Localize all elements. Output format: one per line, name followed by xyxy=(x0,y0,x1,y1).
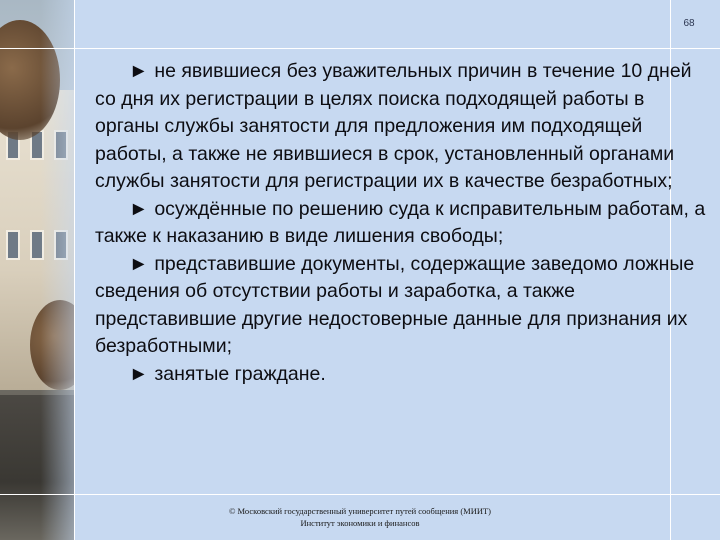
bullet-marker: ► xyxy=(129,252,149,275)
bullet-paragraph xyxy=(95,361,707,389)
paragraph-text: не явившиеся без уважительных причин в течение 10 дней со дня их регистрации в целях поиска подходящей работы в органы службы занятости для предложения им подходящей работы, а также не явившиеся в срок, установленный органами службы занятости для регистрации их в качестве безработных; xyxy=(95,60,692,192)
footer-copyright: © Московский государственный университет путей сообщения (МИИТ) xyxy=(228,506,492,516)
page-number: 68 xyxy=(683,18,695,29)
bullet-paragraph xyxy=(95,251,707,361)
bullet-marker: ► xyxy=(129,362,149,385)
paragraph-text: осуждённые по решению суда к исправительным работам, а также к наказанию в виде лишения свободы; xyxy=(95,197,706,247)
bullet-marker: ► xyxy=(129,197,149,220)
footer xyxy=(190,505,530,529)
bullet-paragraph xyxy=(95,58,707,196)
divider-line xyxy=(0,494,720,495)
footer-institute: Институт экономики и финансов xyxy=(300,518,420,528)
building-photo xyxy=(0,0,74,540)
photo-fade xyxy=(0,0,74,540)
slide-content xyxy=(95,58,707,388)
divider-line xyxy=(0,48,720,49)
paragraph-text: занятые граждане. xyxy=(154,362,326,385)
divider-line xyxy=(74,0,75,540)
paragraph-text: представившие документы, содержащие заведомо ложные сведения об отсутствии работы и заработка, а также представившие другие недостоверные данные для признания их безработными; xyxy=(95,252,695,357)
bullet-marker: ► xyxy=(129,60,149,82)
bullet-paragraph xyxy=(95,196,707,251)
